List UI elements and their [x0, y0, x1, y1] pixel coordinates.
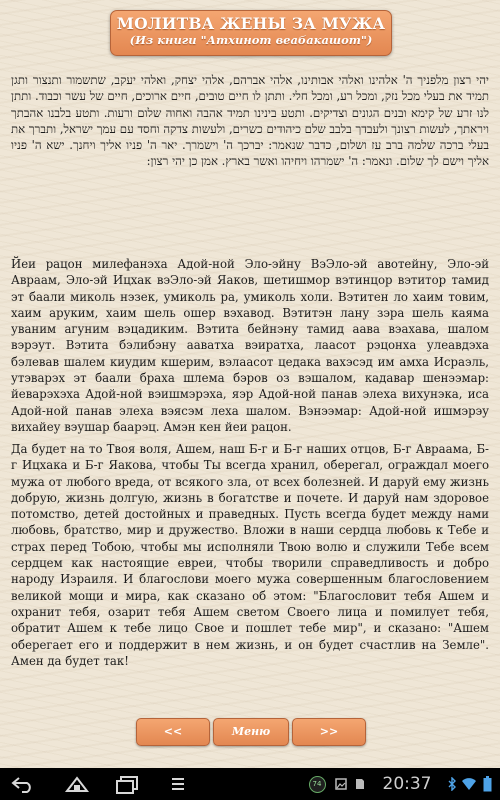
- system-bar: [0, 768, 500, 800]
- back-arrow-icon[interactable]: [8, 768, 38, 800]
- notification-count: 74: [309, 776, 326, 793]
- previous-button[interactable]: <<: [136, 718, 210, 746]
- menu-icon[interactable]: [166, 768, 190, 800]
- menu-button[interactable]: Меню: [213, 718, 289, 746]
- sd-card-icon: [354, 768, 366, 800]
- page-title: МОЛИТВА ЖЕНЫ ЗА МУЖА: [116, 14, 386, 33]
- image-icon: [334, 768, 348, 800]
- title-banner: [110, 10, 392, 56]
- recent-apps-icon[interactable]: [112, 768, 144, 800]
- russian-translation-text: Да будет на то Твоя воля, Ашем, наш Б-г и Б-г наших отцов, Б-г Авраама, Б-г Ицхака и Б-г Яакова, чтобы Ты всегда хранил, оберегал, ограждал моего мужа от любого вреда, от всякого зла, от всех болезней. И даруй ему жизнь добрую, жизнь долгую, жизнь в богатстве и почете. И даруй нам здоровое потомство, детей достойных и праведных. Пусть всегда будет между нами любовь, братство, мир и дружество. Вложи в наши сердца любовь к Тебе и страх перед Тобою, чтобы мы исполняли Твою волю и служили Тебе всем сердцем как настоящие евреи, чтобы творили справедливость и добро народу Израиля. И благослови моего мужа совершенным благословением великой мощи и мира, как сказано об этом: "Благословит тебя Ашем и охранит тебя, озарит тебя Ашем светом Своего лица и помилует тебя, обратит Ашем к тебе лицо Свое и пошлет тебе мир", и сказано: "Ашем оберегает его и поддержит в нем жизнь, и он будет счастлив на Земле". Амен да будет так!: [11, 442, 489, 668]
- clock: 20:37: [382, 774, 432, 794]
- bluetooth-icon: [446, 768, 458, 800]
- next-button[interactable]: >>: [292, 718, 366, 746]
- page-subtitle: (Из книги "Атхинот веабакашот"): [129, 33, 373, 47]
- battery-icon: [480, 768, 494, 800]
- transliteration-text: Йеи рацон милефанэха Адой-ной Эло-эйну ВэЭло-эй авотейну, Эло-эй Авраам, Эло-эй Ицхак вэЭло-эй Яаков, шетишмор вэтинцор вэтитор тамид эт баали миколь нэзек, умиколь ра, умиколь холи. Вэтитен ло хаим товим, хаим аруким, хаим шель ошер вэхавод. Вэтитэн лану зэра шель каяма уваним агуним вэцадиким. Вэтита бейнэну тамид аава вэахава, шалом вэрэут. Вэтита бэлибэну ааватха вэиратха, лаасот рэцонха улеавдэха бэлевав шалем киудим кшерим, вэлаасот цедака вахэсэд им амха Исраэль, утэварэх эт баали браха шлема бэров оз вэшалом, кадавар шенээмар: йеварэхэха Адой-ной вэишмэрэха, яэр Адой-ной панав элеха вихунэка, иса Адой-ной панав элеха вэясэм леха шалом. Вэнээмар: Адой-ной ишмэрэу вихайеу вэушар баарэц. Амэн кен йеи рацон.: [11, 257, 489, 434]
- wifi-icon: [460, 768, 478, 800]
- notification-badge-icon[interactable]: [308, 768, 326, 800]
- home-icon[interactable]: [62, 768, 92, 800]
- hebrew-prayer-text: יהי רצון מלפניך ה' אלהינו ואלהי אבותינו, אלהי אברהם, אלהי יצחק, ואלהי יעקב, שתשמור ותנצור ותגן תמיד את בעלי מכל נזק, ומכל רע, ומכל חלי. ותתן לו חיים טובים, חיים ארוכים, חיים של עשר וכבוד. ותתן לנו זרע של קימא ובנים הגונים וצדיקים. ותטע בינינו תמיד אהבה ואחוה שלום ורעות. ותטע בלבנו אהבתך ויראתך, לעשות רצונך ולעבדך בלבב שלם כיהודים כשרים, ולעשות צדקה וחסד עם עמך ישראל, ותברך את בעלי ברכה שלמה ברב עז ושלום, כדבר שנאמר: יברכך ה' וישמרך. יאר ה' פניו אליך ויחנך. ישא ה' פניו אליך וישם לך שלום. ונאמר: ה' ישמרהו ויחיהו ואשר בארץ. אמן כן יהי רצון:: [11, 73, 489, 169]
